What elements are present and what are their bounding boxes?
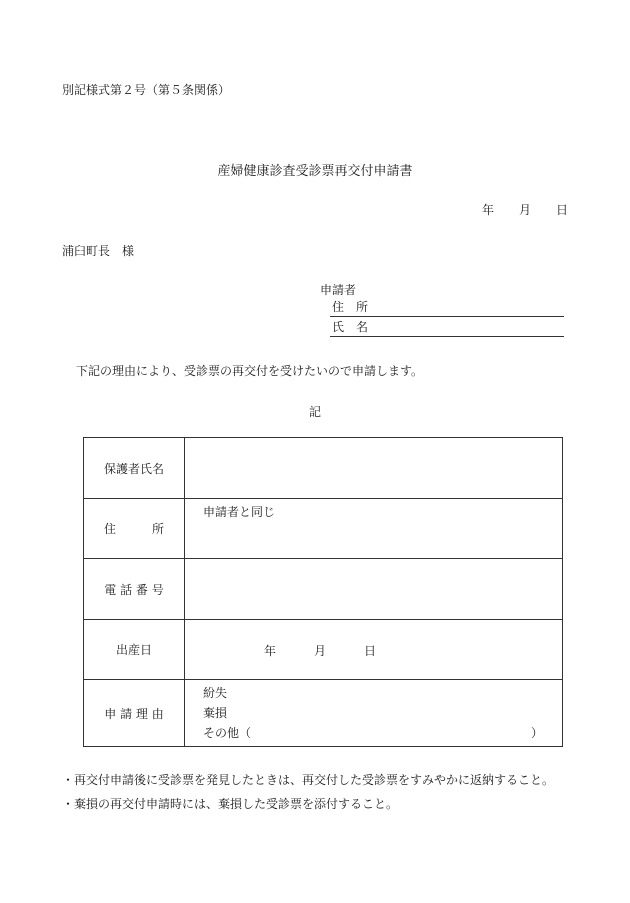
form-reference: 別記様式第２号（第５条関係） [62, 83, 231, 97]
reason-other-close-paren: ） [531, 726, 544, 740]
application-table [83, 437, 563, 747]
address-value: 申請者と同じ [203, 505, 276, 519]
address-field[interactable] [185, 499, 563, 559]
birth-date-label: 出産日 [84, 620, 185, 680]
applicant-address-label: 住 所 [332, 300, 369, 314]
guardian-name-field[interactable] [185, 438, 563, 499]
table-row [84, 680, 563, 747]
applicant-label: 申請者 [320, 283, 357, 297]
birth-date-field[interactable] [185, 620, 563, 680]
reason-label: 申 請 理 由 [84, 680, 185, 747]
table-row [84, 559, 563, 620]
ki-heading: 記 [308, 405, 321, 419]
reason-option-lost[interactable]: 紛失 [203, 686, 228, 700]
address-label-cell [84, 499, 185, 559]
applicant-name-label: 氏 名 [332, 320, 369, 334]
reason-option-other[interactable]: その他（ [203, 726, 252, 740]
recipient: 浦臼町長 様 [62, 244, 135, 258]
address-label-second: 所 [151, 522, 164, 536]
reason-option-damaged[interactable]: 棄損 [203, 706, 228, 720]
guardian-name-label: 保護者氏名 [84, 438, 185, 499]
note-return-ticket: ・再交付申請後に受診票を発見したときは、再交付した受診票をすみやかに返納すること。 [62, 773, 555, 787]
date-month-label: 月 [519, 203, 532, 217]
applicant-address-field[interactable] [330, 298, 564, 317]
birth-month-label: 月 [314, 644, 327, 658]
reason-field[interactable] [185, 680, 563, 747]
address-label-first: 住 [104, 522, 117, 536]
birth-day-label: 日 [364, 644, 377, 658]
applicant-name-field[interactable] [330, 318, 564, 337]
table-row [84, 438, 563, 499]
phone-label: 電 話 番 号 [84, 559, 185, 620]
date-day-label: 日 [556, 203, 569, 217]
birth-year-label: 年 [264, 644, 277, 658]
document-title: 産婦健康診査受診票再交付申請書 [217, 164, 413, 179]
phone-field[interactable] [185, 559, 563, 620]
table-row [84, 620, 563, 680]
date-year-label: 年 [482, 203, 495, 217]
request-statement: 下記の理由により、受診票の再交付を受けたいので申請します。 [76, 364, 424, 378]
table-row [84, 499, 563, 559]
note-attach-damaged: ・棄損の再交付申請時には、棄損した受診票を添付すること。 [62, 797, 399, 811]
